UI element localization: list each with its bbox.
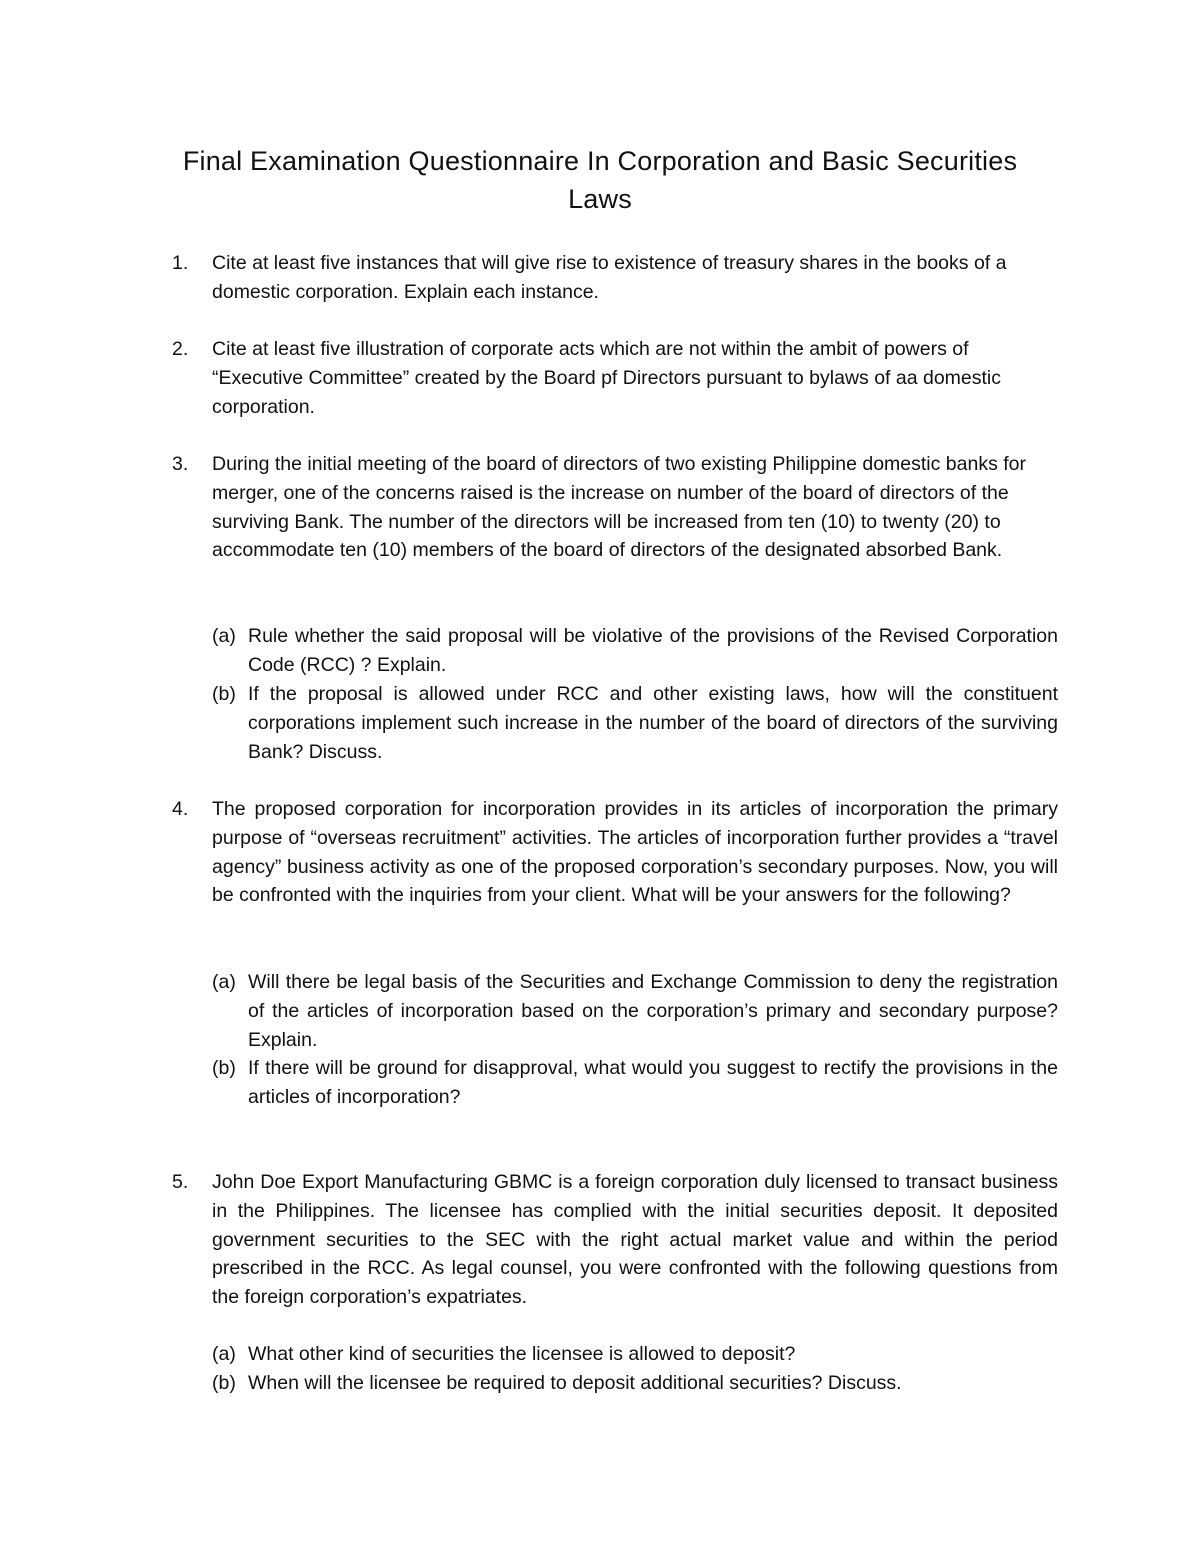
sub-question-text: If the proposal is allowed under RCC and other existing laws, how will the constituent corporations implement such increase in the number of the board of directors of the surviving Bank? Discuss. [248, 683, 1058, 763]
sub-question-label: (b) [212, 683, 236, 705]
sub-question-text: When will the licensee be required to deposit additional securities? Discuss. [248, 1372, 902, 1394]
sub-question-text: What other kind of securities the licensee is allowed to deposit? [248, 1343, 796, 1365]
question-number: 3. [172, 453, 189, 475]
question-text: Cite at least five illustration of corporate acts which are not within the ambit of powers of “Executive Committee” created by the Board pf Directors pursuant to bylaws of aa domestic corporation. [212, 338, 1002, 418]
sub-question-text: If there will be ground for disapproval, what would you suggest to rectify the provisions in the articles of incorporation? [248, 1057, 1058, 1108]
sub-question-label: (a) [212, 971, 236, 993]
question-text: Cite at least five instances that will give rise to existence of treasury shares in the books of a domestic corporation. Explain each instance. [212, 252, 1007, 303]
question-text: The proposed corporation for incorporation provides in its articles of incorporation the primary purpose of “overseas recruitment” activities. The articles of incorporation further provides a “travel agency” business activity as one of the proposed corporation’s secondary purposes. Now, you will be confronted with the inquiries from your client. What will be your answers for the following? [212, 798, 1058, 907]
sub-question-label: (a) [212, 625, 236, 647]
question-3-sub-b [212, 680, 1058, 766]
question-number: 1. [172, 252, 189, 274]
question-4 [172, 795, 1058, 910]
question-5-sub-a [212, 1340, 1058, 1369]
question-3-sub-a [212, 622, 1058, 680]
question-5-sub-b [212, 1369, 1058, 1398]
question-text: John Doe Export Manufacturing GBMC is a foreign corporation duly licensed to transact business in the Philippines. The licensee has complied with the initial securities deposit. It deposited government securities to the SEC with the right actual market value and within the period prescribed in the RCC. As legal counsel, you were confronted with the following questions from the foreign corporation’s expatriates. [212, 1171, 1058, 1309]
sub-question-text: Will there be legal basis of the Securities and Exchange Commission to deny the registration of the articles of incorporation based on the corporation’s primary and secondary purpose? Explain. [248, 971, 1058, 1051]
question-text: During the initial meeting of the board of directors of two existing Philippine domestic banks for merger, one of the concerns raised is the increase on number of the board of directors of the surviving Bank. The number of the directors will be increased from ten (10) to twenty (20) to accommodate ten (10) members of the board of directors of the designated absorbed Bank. [212, 453, 1027, 562]
question-5 [172, 1168, 1058, 1312]
question-number: 2. [172, 338, 189, 360]
question-2 [172, 335, 1058, 421]
question-number: 5. [172, 1171, 189, 1193]
question-1 [172, 249, 1058, 307]
question-3 [172, 450, 1058, 565]
sub-question-label: (a) [212, 1343, 236, 1365]
page-title: Final Examination Questionnaire In Corporation and Basic Securities Laws [182, 146, 1018, 214]
question-4-sub-a [212, 968, 1058, 1054]
sub-question-text: Rule whether the said proposal will be violative of the provisions of the Revised Corporation Code (RCC) ? Explain. [248, 625, 1058, 676]
question-number: 4. [172, 798, 189, 820]
question-4-sub-b [212, 1054, 1058, 1112]
sub-question-label: (b) [212, 1057, 236, 1079]
sub-question-label: (b) [212, 1372, 236, 1394]
